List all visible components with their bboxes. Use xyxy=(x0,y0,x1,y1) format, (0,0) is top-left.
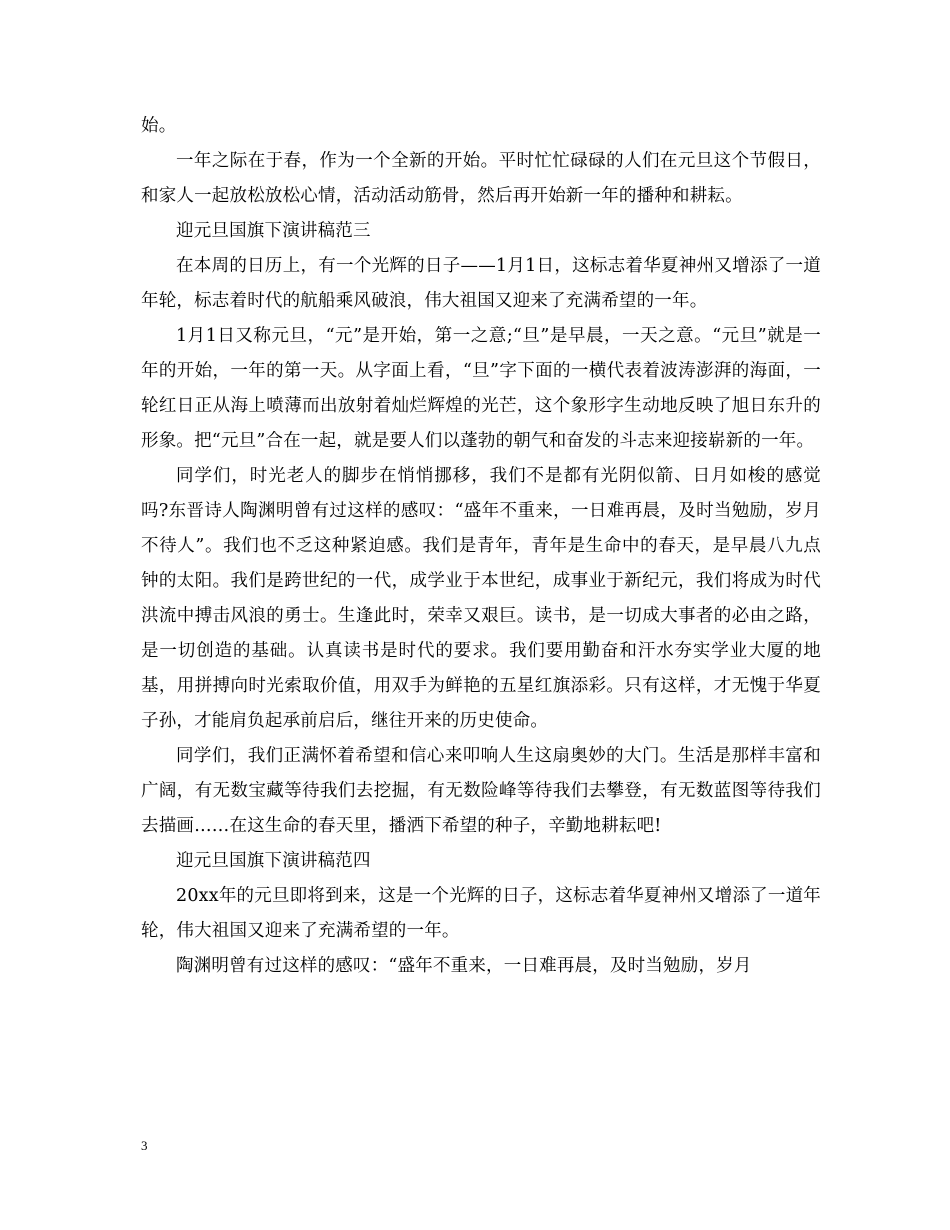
paragraph: 同学们，我们正满怀着希望和信心来叩响人生这扇奥妙的大门。生活是那样丰富和广阔，有无数宝藏等待我们去挖掘，有无数险峰等待我们去攀登，有无数蓝图等待我们去描画……在这生命的春天里，播洒下希望的种子，辛勤地耕耘吧! xyxy=(141,746,821,836)
section-heading: 迎元旦国旗下演讲稿范四 xyxy=(176,851,371,871)
paragraph: 同学们，时光老人的脚步在悄悄挪移，我们不是都有光阴似箭、日月如梭的感觉吗?东晋诗人陶渊明曾有过这样的感叹：“盛年不重来，一日难再晨，及时当勉励，岁月不待人”。我们也不乏这种紧迫感。我们是青年，青年是生命中的春天，是早晨八九点钟的太阳。我们是跨世纪的一代，成学业于本世纪，成事业于新纪元，我们将成为时代洪流中搏击风浪的勇士。生逢此时，荣幸又艰巨。读书，是一切成大事者的必由之路，是一切创造的基础。认真读书是时代的要求。我们要用勤奋和汗水夯实学业大厦的地基，用拼搏向时光索取价值，用双手为鲜艳的五星红旗添彩。只有这样，才无愧于华夏子孙，才能肩负起承前启后，继往开来的历史使命。 xyxy=(141,466,821,731)
paragraph: 一年之际在于春，作为一个全新的开始。平时忙忙碌碌的人们在元旦这个节假日，和家人一起放松放松心情，活动活动筋骨，然后再开始新一年的播种和耕耘。 xyxy=(141,151,821,206)
paragraph: 陶渊明曾有过这样的感叹：“盛年不重来，一日难再晨，及时当勉励，岁月 xyxy=(176,956,752,976)
paragraph: 1月1日又称元旦，“元”是开始，第一之意;“旦”是早晨，一天之意。“元旦”就是一年的开始，一年的第一天。从字面上看，“旦”字下面的一横代表着波涛澎湃的海面，一轮红日正从海上喷薄而出放射着灿烂辉煌的光芒，这个象形字生动地反映了旭日东升的形象。把“元旦”合在一起，就是要人们以蓬勃的朝气和奋发的斗志来迎接崭新的一年。 xyxy=(141,326,821,451)
paragraph-continuation: 始。 xyxy=(141,116,177,136)
paragraph: 20xx年的元旦即将到来，这是一个光辉的日子，这标志着华夏神州又增添了一道年轮，伟大祖国又迎来了充满希望的一年。 xyxy=(141,886,821,941)
page-number: 3 xyxy=(141,1138,148,1153)
document-body xyxy=(141,109,821,984)
paragraph: 在本周的日历上，有一个光辉的日子——1月1日，这标志着华夏神州又增添了一道年轮，标志着时代的航船乘风破浪，伟大祖国又迎来了充满希望的一年。 xyxy=(141,256,821,311)
section-heading: 迎元旦国旗下演讲稿范三 xyxy=(176,221,371,241)
